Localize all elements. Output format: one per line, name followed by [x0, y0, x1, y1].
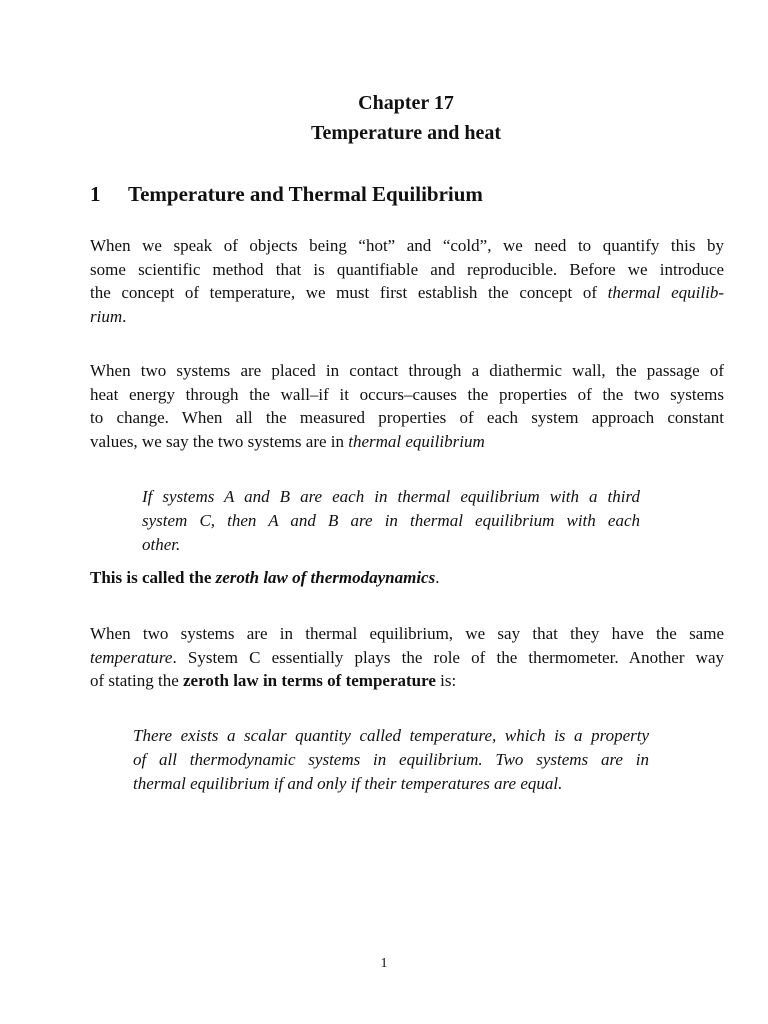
text-run: .: [435, 568, 440, 587]
paragraph-diathermic: [90, 359, 724, 454]
emphasis-text: rium: [90, 307, 123, 327]
temperature-definition-quote: [133, 724, 649, 796]
emphasis-text: temperature: [90, 647, 173, 667]
page-number: 1: [380, 956, 388, 971]
section-title: Temperature and Thermal Equilibrium: [128, 182, 483, 206]
text-run: of stating the: [90, 671, 184, 691]
paragraph-temperature: [90, 622, 724, 693]
emphasis-text: thermal equilibrium: [348, 432, 485, 452]
quote-line: of all thermodynamic systems in equilibrium. Two systems are in: [133, 750, 649, 769]
chapter-header: [90, 88, 722, 148]
chapter-title: Temperature and heat: [311, 122, 501, 144]
bold-italic-text: zeroth law of thermodaynamics: [215, 568, 436, 587]
quote-line: There exists a scalar quantity called temperature, which is a property: [133, 726, 649, 745]
paragraph-intro: [90, 234, 724, 329]
emphasis-text: thermal equilib-: [607, 283, 724, 303]
text-run: is:: [435, 671, 457, 691]
quote-line: other.: [142, 535, 181, 554]
text-run: .: [122, 307, 127, 327]
paragraph-line: When we speak of objects being “hot” and “cold”, we need to quantify this by: [90, 236, 724, 255]
paragraph-line: to change. When all the measured properties of each system approach constant: [90, 408, 724, 428]
text-run: . System C essentially plays the role of the thermometer. Another way: [172, 647, 724, 667]
section-heading: [90, 180, 722, 208]
paragraph-line: [90, 281, 724, 305]
quote-line: If systems A and B are each in thermal equilibrium with a third: [142, 487, 640, 506]
chapter-number: Chapter 17: [358, 92, 454, 114]
paragraph-line: [90, 646, 724, 670]
paragraph-line: heat energy through the wall–if it occurs–causes the properties of the two systems: [90, 384, 724, 404]
quote-line: thermal equilibrium if and only if their temperatures are equal.: [133, 774, 563, 793]
paragraph-line: [90, 305, 724, 329]
text-run: values, we say the two systems are in: [90, 432, 349, 452]
paragraph-line: [90, 669, 724, 693]
text-run: the concept of temperature, we must first establish the concept of: [90, 283, 608, 303]
bold-text: zeroth law in terms of temperature: [183, 671, 436, 691]
bold-text: This is called the: [90, 568, 216, 587]
paragraph-line: When two systems are in thermal equilibrium, we say that they have the same: [90, 624, 724, 643]
section-number: 1: [90, 182, 101, 206]
zeroth-law-quote: [142, 485, 640, 557]
zeroth-law-statement: [90, 566, 724, 590]
paragraph-line: [90, 430, 724, 454]
quote-line: system C, then A and B are in thermal equilibrium with each: [142, 511, 640, 530]
paragraph-line: some scientific method that is quantifiable and reproducible. Before we introduce: [90, 259, 724, 279]
paragraph-line: When two systems are placed in contact through a diathermic wall, the passage of: [90, 361, 724, 380]
